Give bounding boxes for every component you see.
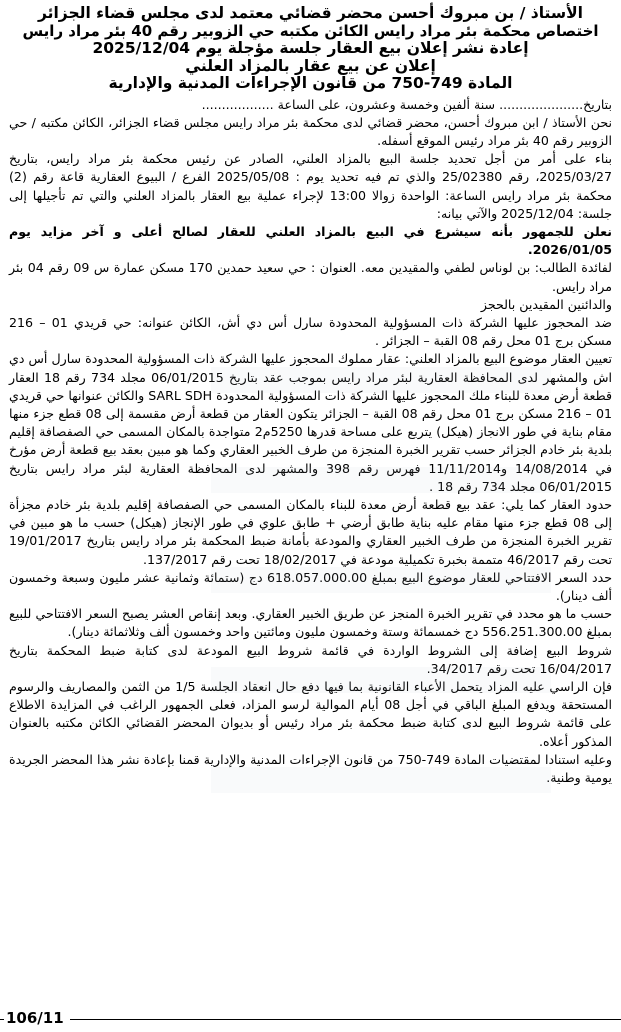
closing-statement: وعليه استنادا لمقتضيات المادة 749-750 من قانون الإجراءات المدنية والإدارية قمنا بإعادة نشر هذا المحضر الجريدة يومية وطنية. [9,751,612,786]
beneficiary: لفائدة الطالب: بن لوناس لطفي والمقيدين معه. العنوان : حي سعيد حمدين 170 مسكن عمارة س 09 رقم 04 بئر مراد رايس. [9,260,612,294]
page-footer [0,1008,621,1032]
bailiff-title: الأستاذ / بن مبروك أحسن محضر قضائي معتمد لدى مجلس قضاء الجزائر [38,4,583,22]
notice-header [9,5,612,93]
auction-date: 2026/01/05 [532,242,612,258]
legal-article: المادة 749-750 من قانون الإجراءات المدنية والإدارية [108,74,513,92]
announce-end: . [527,242,533,258]
footer-divider [0,1019,621,1020]
auction-announcement-line [9,223,612,259]
notice-body [9,96,612,788]
announce-text: نعلن للجمهور بأنه سيشرع في البيع بالمزاد العلني للعقار لصالح أعلى و آخر مزايد يوم [9,223,612,239]
bailiff-intro: نحن الأستاذ / ابن مبروك أحسن، محضر قضائي لدى محكمة بئر مراد رايس مجلس قضاء الجزائر، الكائن مكتبه / حي الزوبير رقم 40 بئر مراد رئيس الموقع أسفله. [9,114,612,148]
debtor: ضد المحجوز عليها الشركة ذات المسؤولية المحدودة سارل أس دي أش، الكائن عنوانه: حي قريدي 01 – 216 مسكن برج 01 محل رقم 08 القبة – الجزائر . [9,314,612,349]
date-line: بتاريخ..................... سنة ألفين وخمسة وعشرون، على الساعة .................. [201,96,612,112]
auction-announcement: إعلان عن بيع عقار بالمزاد العلني [185,56,436,75]
payment-terms: فإن الراسي عليه المزاد يتحمل الأعباء القانونية بما فيها دفع حال انعقاد الجلسة 1/5 من الثمن والمصاريف والرسوم المستحقة ويدفع المبلغ الباقي في أجل 08 أيام الموالية لرسو المزاد، فعلى الجمهور الراغب في المزايدة الاطلاع على قائمة شروط البيع لدى كتابة ضبط محكمة بئر مراد رئيس أو بديوان المحضر القضائي الكائن مكتبه بالعنوان المذكور أعلاه. [9,679,612,749]
sale-conditions: شروط البيع إضافة إلى الشروط الواردة في قائمة شروط البيع المودعة لدى كتابة ضبط المحكمة بتاريخ 16/04/2017 تحت رقم 34/2017. [9,642,612,676]
republish-notice: إعادة نشر إعلان بيع العقار جلسة مؤجلة يوم 2025/12/04 [92,39,529,57]
reduced-price: حسب ما هو محدد في تقرير الخبرة المنجز عن طريق الخبير العقاري. وبعد إنقاص العشر يصبح السعر الافتتاحي للبيع بمبلغ 556.251.300.00 دج خمسمائة وستة وخمسون مليون ومائتين واحد وخمسون ألف وثلاثمائة دينار). [9,606,612,640]
property-boundaries: حدود العقار كما يلي: عقد بيع قطعة أرض معدة للبناء بالمكان المسمى حي الصفصافة إقليم بلدية بئر خادم مجزأة إلى 08 قطع جزء منها مقام عليه بناية طابق أرضي + طابق علوي في طور الإنجاز (هيكل) حسب ما هو مبين في تقرير الخبرة المنجزة من طرف الخبير العقاري والمودعة بأمانة ضبط المحكمة بئر مراد رايس بتاريخ 19/01/2017 تحت رقم 46/2017 متممة بخبرة تكميلية مودعة في 18/02/2017 تحت رقم 137/2017. [9,496,612,567]
opening-price: حدد السعر الافتتاحي للعقار موضوع البيع بمبلغ 618.057.000.00 دج (ستمائة وثمانية عشر مليون وسبعة وخمسون ألف دينار). [9,569,612,603]
page-number: 106/11 [4,1009,70,1027]
creditors: والدائنين المقيدين بالحجز [480,296,612,312]
property-designation: تعيين العقار موضوع البيع بالمزاد العلني: عقار مملوك المحجوز عليها الشركة ذات المسؤولية المحدودة سارل أس دي اش والمشهر لدى المحافظة العقارية لبئر مراد رايس بموجب عقد بتاريخ 06/01/2015 مجلد 734 رقم 18 العقار قطعة أرض معدة للبناء ملك المحجوز عليها الشركة ذات المسؤولية المحدودة SARL SDH والكائن عنوانها حي قريدي 01 – 216 مسكن برج 01 محل رقم 08 القبة – الجزائر يتكون العقار من قطعة أرض مقسمة إلى 08 قطع جزء منها مقام بناية في طور الانجاز (هيكل) يتربع على مساحة قدرها 5250م2 متواجدة بالمكان المسمى حي الصفصافة إقليم بلدية بئر خادم الجزائر حسب تقرير الخبرة المنجزة من طرف الخبير العقاري وكما هو مبين بعقد بيع قطعة أرض مؤرخ في 14/08/2014 و11/11/2014 فهرس رقم 398 والمشهر لدى المحافظة العقارية لبئر مراد رايس بتاريخ 06/01/2015 مجلد 734 رقم 18 . [9,351,612,494]
bailiff-jurisdiction: اختصاص محكمة بئر مراد رايس الكائن مكتبه حي الزوبير رقم 40 بئر مراد رايس [22,21,599,40]
legal-basis: بناء على أمر من أجل تحديد جلسة البيع بالمزاد العلني، الصادر عن رئيس محكمة بئر مراد رايس، بتاريخ 2025/03/27، رقم 25/02380 والذي تم فيه تحديد يوم : 2025/05/08 الفرع / البيوع العقارية قاعة رقم (2) محكمة بئر مراد رايس الساعة: الواحدة زوالا 13:00 لإجراء عملية بيع العقار بالمزاد العلني والتي تم تأجيلها إلى جلسة: 2025/12/04 والآتي بيانه: [9,151,612,221]
